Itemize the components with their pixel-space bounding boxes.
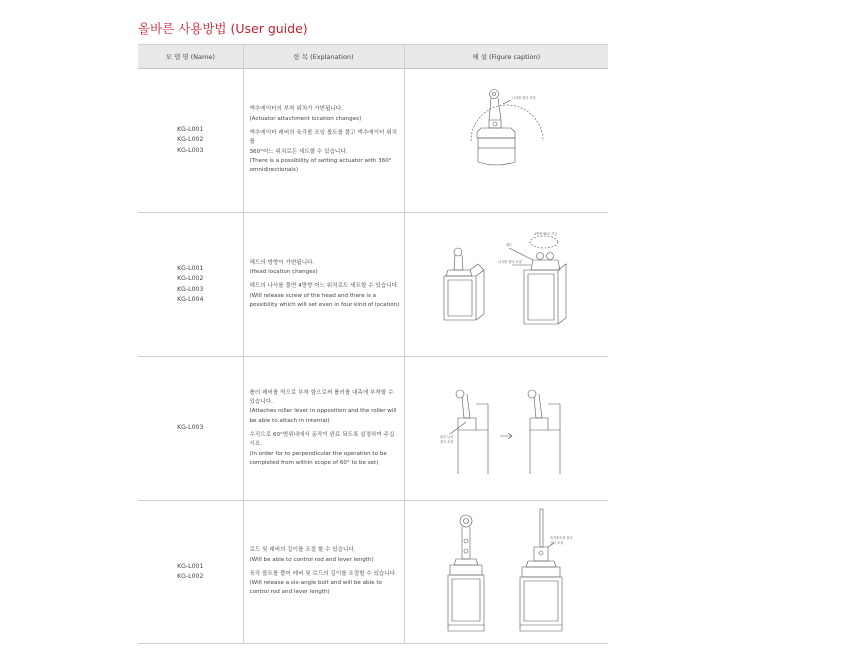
model-name: KG-L002	[177, 136, 204, 144]
figure-label: 롤러 나사	[440, 434, 454, 439]
model-name: KG-L003	[177, 424, 204, 432]
explanation-paragraph	[250, 570, 400, 598]
explanation-line: (Will release a six-angle bolt and will be able to	[249, 580, 382, 587]
explanation-line: (Head location changes)	[249, 269, 318, 276]
user-guide-table	[138, 44, 608, 644]
header-explanation: 항 목 (Explanation)	[243, 45, 404, 69]
explanation-line: (Will release screw of the head and there is a	[249, 292, 377, 299]
explanation-line: 롤러 레버를 역으로 부착 함으로써 롤러를 내측에 부착할 수	[249, 389, 394, 396]
explanation-line: 헤드의 나사를 풀면 4방향 어느 위치로도 세트할 수 있습니다.	[249, 283, 399, 290]
roller-lever-diagram	[436, 374, 576, 484]
table-row	[138, 69, 608, 213]
explanation-cell	[243, 69, 404, 213]
figure-label: 길이 조정	[550, 541, 564, 545]
explanation-line: control rod and lever length)	[249, 589, 330, 596]
explanation-paragraph	[250, 105, 400, 124]
explanation-paragraph	[250, 546, 400, 565]
explanation-cell	[243, 501, 404, 644]
explanation-line: completed from within scope of 60° to be set)	[249, 459, 379, 466]
explanation-cell	[243, 357, 404, 501]
explanation-paragraph	[250, 282, 400, 310]
table-row	[138, 501, 608, 644]
table-header-row	[138, 45, 608, 69]
table-row	[138, 357, 608, 501]
table-row	[138, 213, 608, 357]
explanation-line: 있습니다.	[249, 399, 273, 406]
explanation-line: 육각 볼트를 풀어 레버 및 로드의 길이를 조절할 수 있습니다.	[249, 570, 397, 577]
model-cell	[138, 357, 243, 501]
model-name: KG-L003	[177, 285, 204, 293]
model-name: KG-L002	[177, 275, 204, 282]
header-figure: 해 설 (Figure caption)	[404, 45, 608, 69]
model-name: KG-L004	[177, 296, 204, 303]
explanation-line: (In order for to perpendicular the operation to be	[249, 450, 387, 457]
explanation-line: 360°어느 위치로든 세트할 수 있습니다.	[249, 148, 348, 155]
explanation-paragraph	[250, 389, 400, 426]
model-name: KG-L001	[177, 125, 204, 133]
actuator-rotation-diagram	[451, 86, 561, 196]
figure-label: 4방향 90도 가능	[534, 231, 558, 236]
explanation-cell	[243, 213, 404, 357]
model-cell	[138, 501, 243, 644]
model-cell	[138, 213, 243, 357]
figure-label: 육각볼트를 풀어	[550, 536, 573, 540]
explanation-paragraph	[250, 129, 400, 175]
explanation-line: possibility which will set even in four kind of location)	[249, 301, 400, 308]
figure-cell	[404, 501, 608, 644]
figure-label: 나사를 풀어 조정	[512, 95, 536, 100]
model-name: KG-L003	[177, 146, 204, 154]
explanation-line: omnidirectionals)	[249, 167, 299, 174]
explanation-line: 액추에이터의 부착 위치가 가변됩니다.	[249, 106, 344, 113]
explanation-line: 헤드의 방향이 가변됩니다.	[249, 259, 315, 266]
explanation-line: (Will be able to control rod and lever length)	[249, 556, 374, 563]
head-rotation-diagram	[436, 230, 576, 340]
rod-lever-length-diagram	[436, 507, 576, 637]
figure-label: 헤드	[506, 242, 513, 247]
explanation-line: (Attaches roller lever in opposition and the roller will	[249, 408, 397, 415]
model-name: KG-L002	[177, 573, 204, 580]
model-name: KG-L001	[177, 264, 204, 272]
figure-cell	[404, 357, 608, 501]
figure-cell	[404, 69, 608, 213]
header-name: 모 델 명 (Name)	[138, 45, 243, 69]
explanation-line: 수직으로 60°범위내에서 동작이 완료 되도록 설정하여 주십시요.	[249, 432, 395, 448]
explanation-paragraph	[250, 259, 400, 278]
page-title: 올바른 사용방법 (User guide)	[138, 21, 308, 36]
figure-label: 풀어 조정	[440, 439, 454, 444]
figure-label: 나사를 풀어 조정	[498, 259, 522, 264]
explanation-line: be able to attach in internal)	[249, 417, 330, 424]
explanation-line: (Actuator attachment location changes)	[249, 115, 362, 122]
figure-cell	[404, 213, 608, 357]
explanation-paragraph	[250, 431, 400, 468]
explanation-line: (There is a possibility of setting actuator with 360°	[249, 157, 392, 164]
model-name: KG-L001	[177, 562, 204, 570]
model-cell	[138, 69, 243, 213]
explanation-line: 로드 및 레버의 길이를 조절 할 수 있습니다.	[249, 547, 356, 554]
explanation-line: 액추에이터 레버의 육각볼 조임 볼트를 풀고 액추에이터 위치를	[249, 130, 398, 146]
